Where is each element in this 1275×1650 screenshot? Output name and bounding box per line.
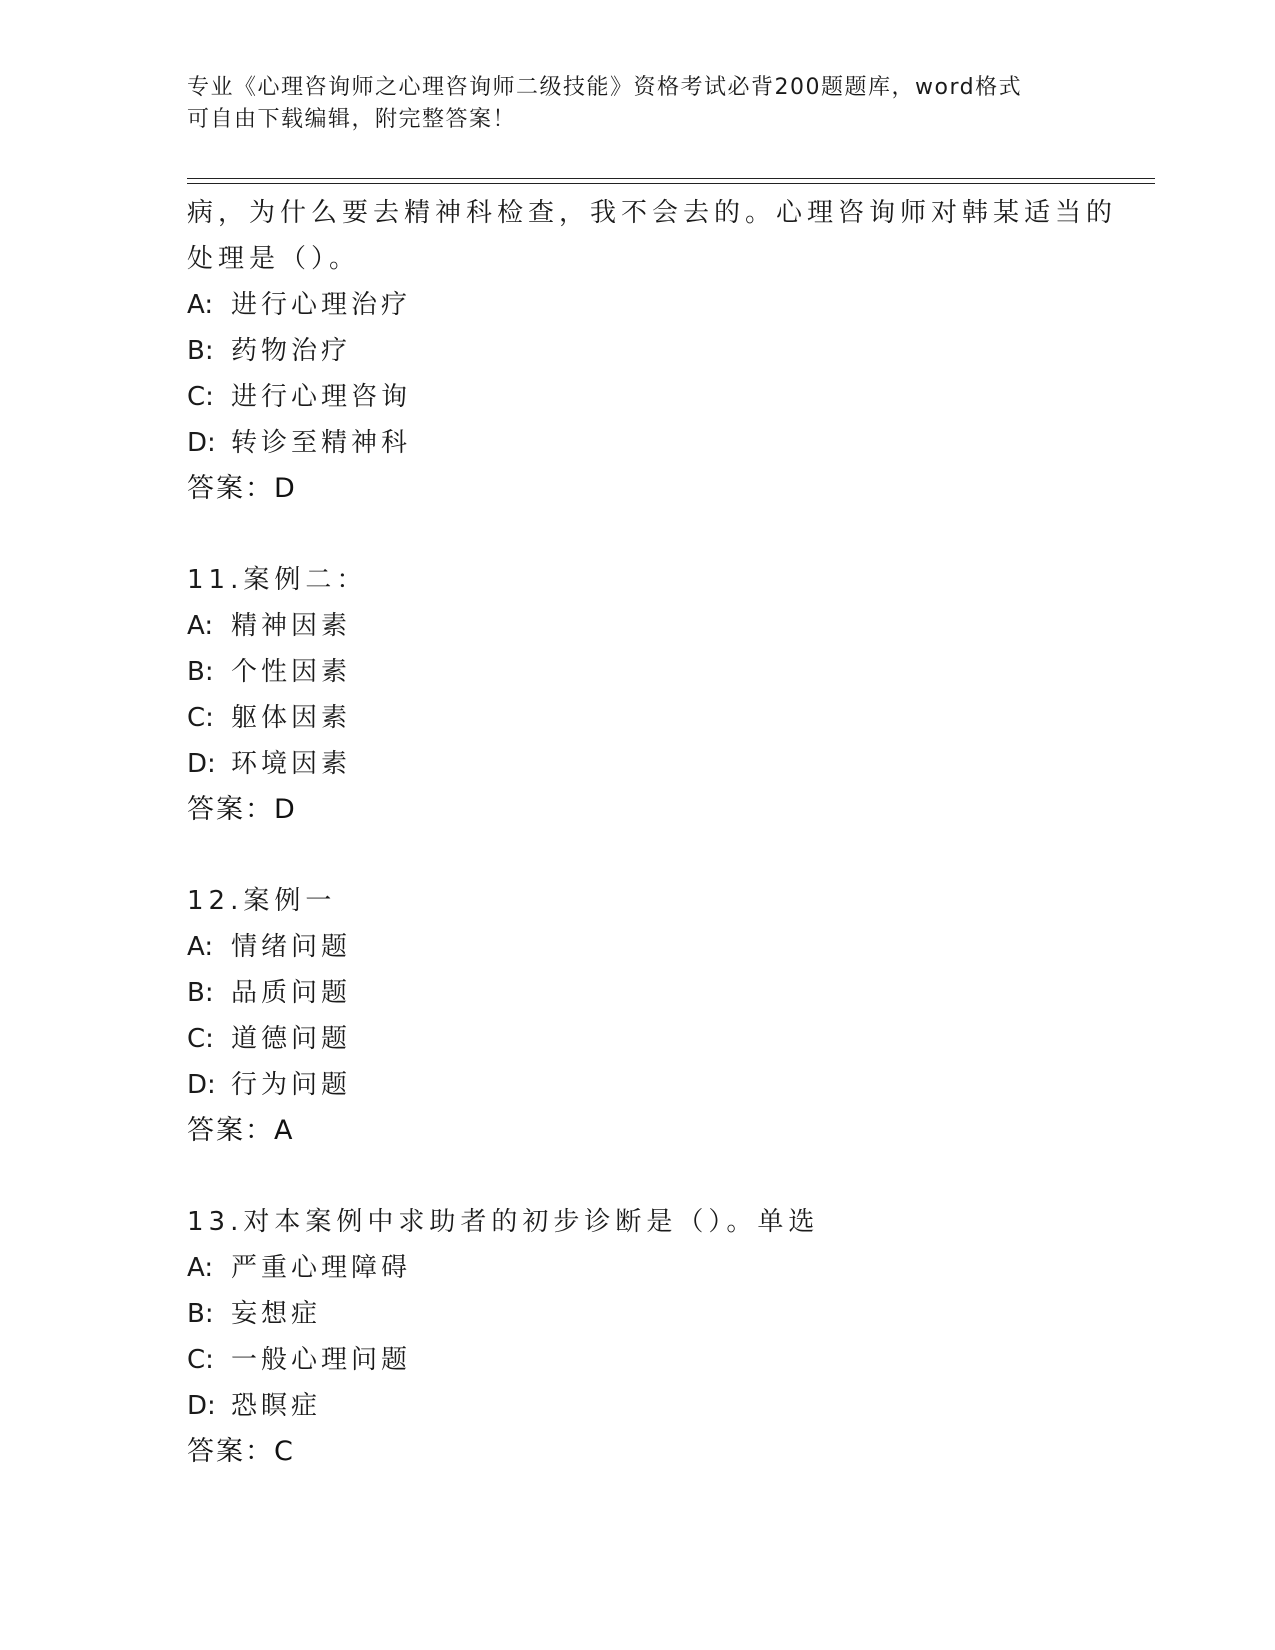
option-text: 精神因素	[231, 611, 352, 641]
option-letter: B:	[187, 978, 214, 1008]
option-letter: C:	[187, 382, 214, 412]
question-11	[187, 557, 1147, 833]
question-stem: 13.对本案例中求助者的初步诊断是（）。单选	[187, 1207, 820, 1237]
option-a	[187, 924, 1147, 970]
option-letter: C:	[187, 703, 214, 733]
option-letter: D:	[187, 428, 216, 458]
option-text: 躯体因素	[231, 703, 352, 733]
header-divider-bottom	[187, 183, 1155, 184]
option-d	[187, 1383, 1147, 1429]
answer-line: 答案：D	[187, 473, 297, 504]
option-letter: A:	[187, 1253, 214, 1283]
option-text: 转诊至精神科	[231, 428, 412, 458]
option-b	[187, 970, 1147, 1016]
option-a	[187, 282, 1147, 328]
option-c	[187, 1337, 1147, 1383]
option-a	[187, 1245, 1147, 1291]
question-13	[187, 1199, 1147, 1475]
option-text: 道德问题	[231, 1024, 352, 1054]
option-text: 药物治疗	[231, 336, 352, 366]
option-letter: C:	[187, 1024, 214, 1054]
option-text: 恐瞑症	[231, 1391, 322, 1421]
option-letter: A:	[187, 290, 214, 320]
option-text: 进行心理咨询	[231, 382, 412, 412]
option-a	[187, 603, 1147, 649]
header-title-line-2: 可自由下载编辑，附完整答案！	[187, 107, 517, 132]
question-10	[187, 190, 1147, 512]
option-letter: A:	[187, 932, 214, 962]
option-text: 行为问题	[231, 1070, 352, 1100]
option-text: 妄想症	[231, 1299, 322, 1329]
answer-line: 答案：D	[187, 794, 297, 825]
option-c	[187, 374, 1147, 420]
option-text: 进行心理治疗	[231, 290, 412, 320]
option-text: 情绪问题	[231, 932, 352, 962]
option-b	[187, 649, 1147, 695]
option-d	[187, 420, 1147, 466]
option-letter: C:	[187, 1345, 214, 1375]
answer-line: 答案：A	[187, 1115, 295, 1146]
option-b	[187, 328, 1147, 374]
answer-line: 答案：C	[187, 1436, 295, 1467]
spacer	[187, 512, 1147, 557]
option-c	[187, 695, 1147, 741]
option-c	[187, 1016, 1147, 1062]
question-stem-line: 处理是（）。	[187, 244, 361, 274]
option-letter: B:	[187, 1299, 214, 1329]
option-letter: D:	[187, 1070, 216, 1100]
option-letter: B:	[187, 657, 214, 687]
option-text: 个性因素	[231, 657, 352, 687]
option-text: 环境因素	[231, 749, 352, 779]
option-letter: D:	[187, 1391, 216, 1421]
question-stem: 12.案例一	[187, 886, 337, 916]
option-letter: D:	[187, 749, 216, 779]
question-12	[187, 878, 1147, 1154]
option-text: 严重心理障碍	[231, 1253, 412, 1283]
option-b	[187, 1291, 1147, 1337]
header-divider-top	[187, 178, 1155, 179]
option-d	[187, 1062, 1147, 1108]
question-stem: 11.案例二：	[187, 565, 368, 595]
spacer	[187, 833, 1147, 878]
question-list	[187, 190, 1147, 1475]
option-d	[187, 741, 1147, 787]
spacer	[187, 1154, 1147, 1199]
question-stem-line: 病，为什么要去精神科检查，我不会去的。心理咨询师对韩某适当的	[187, 198, 1118, 228]
option-letter: B:	[187, 336, 214, 366]
header-title-line-1: 专业《心理咨询师之心理咨询师二级技能》资格考试必背200题题库，word格式	[187, 75, 1023, 100]
option-letter: A:	[187, 611, 214, 641]
page-header	[187, 72, 1087, 136]
option-text: 品质问题	[231, 978, 352, 1008]
option-text: 一般心理问题	[231, 1345, 412, 1375]
